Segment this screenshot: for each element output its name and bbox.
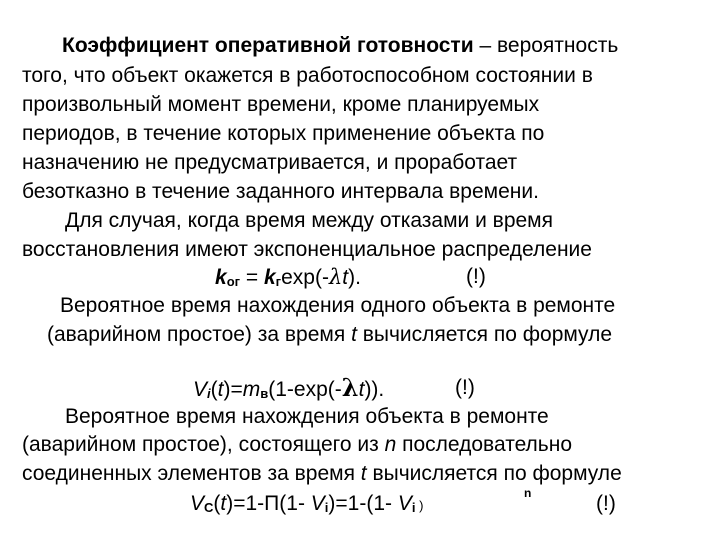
formula-vc — [190, 490, 423, 518]
formula1-t: t — [342, 266, 349, 289]
para1-line4: периодов, в течение которых применение объекта по — [22, 122, 545, 145]
formula2-t: t — [217, 378, 224, 401]
para4-line3 — [22, 460, 622, 488]
para3-line2-t: t — [351, 323, 357, 346]
formula1-mark: (!) — [466, 265, 486, 288]
formula2-exp: (1-exp(- — [268, 378, 342, 401]
formula3-Vi-sub: i — [324, 500, 329, 515]
para3-line1: Вероятное время нахождения одного объекта в ремонте — [60, 294, 616, 317]
formula3-part1: )=1-П(1- — [226, 492, 311, 515]
para1-line2: того, что объект окажется в работоспособном состоянии в — [22, 64, 593, 87]
para1-line1-rest: – вероятность — [473, 34, 619, 57]
formula3-V: V — [190, 492, 205, 515]
para4-line2 — [22, 431, 572, 459]
formula-kog — [215, 263, 361, 291]
para2-line1: Для случая, когда время между отказами и время — [65, 209, 553, 232]
para4-line2-a: (аварийном простое), состоящего из — [22, 433, 385, 456]
formula1-k2: k — [263, 266, 276, 289]
formula1-eq: = — [240, 266, 264, 289]
formula1-exp: exp(- — [281, 266, 329, 289]
formula3-Vi2: V — [397, 492, 412, 515]
formula3-Vi2-sub: i — [411, 500, 416, 515]
para3-line2 — [47, 321, 612, 349]
para1-line3: произвольный момент времени, кроме планируемых — [22, 93, 540, 116]
para4-line2-n: n — [384, 433, 397, 456]
formula3-mark: (!) — [596, 492, 616, 515]
formula1-close: ). — [348, 266, 361, 289]
para3-line2-b: вычисляется по формуле — [356, 323, 613, 346]
formula2-open: ( — [210, 378, 218, 401]
formula2-m-sub: в — [260, 386, 269, 401]
para2-line2: восстановления имеют экспоненциальное распределение — [22, 238, 592, 261]
formula3-V-sub: С — [204, 500, 214, 515]
para1-line6: безотказно в течение заданного интервала времени. — [22, 180, 539, 203]
formula1-k: k — [215, 266, 227, 289]
formula3-part2: )=1-(1- — [328, 492, 398, 515]
formula3-exponent-n: n — [524, 486, 532, 500]
formula2-V: V — [193, 378, 208, 401]
formula-vi — [193, 374, 384, 402]
formula2-t2: t — [358, 378, 365, 401]
formula3-Vi: V — [310, 492, 325, 515]
para1-line5: назначению не предусматривается, и проработает — [22, 151, 518, 174]
para3-line2-a: (аварийном простое) за время — [47, 323, 352, 346]
para4-line1: Вероятное время нахождения объекта в ремонте — [65, 405, 549, 428]
formula2-V-sub: i — [207, 386, 211, 401]
para4-line3-t: t — [360, 462, 367, 485]
formula1-k-sub: ог — [226, 274, 241, 289]
formula3-paren: ) — [415, 498, 424, 513]
formula3-open: ( — [213, 492, 221, 515]
formula2-close: )). — [364, 378, 385, 401]
formula3-t: t — [220, 492, 227, 515]
para4-line2-b: последовательно — [396, 433, 573, 456]
formula2-mark: (!) — [455, 376, 475, 399]
term-operational-readiness: Коэффициент оперативной готовности — [62, 34, 474, 57]
formula2-lambda: λ — [341, 373, 359, 402]
formula2-m: m — [242, 378, 261, 401]
formula2-eq: )= — [223, 378, 243, 401]
formula1-lambda: λ — [328, 265, 343, 289]
para1-line1 — [62, 32, 618, 60]
para4-line3-a: соединенных элементов за время — [22, 462, 361, 485]
para4-line3-b: вычисляется по формуле — [366, 462, 622, 485]
formula1-k2-sub: г — [275, 274, 282, 289]
